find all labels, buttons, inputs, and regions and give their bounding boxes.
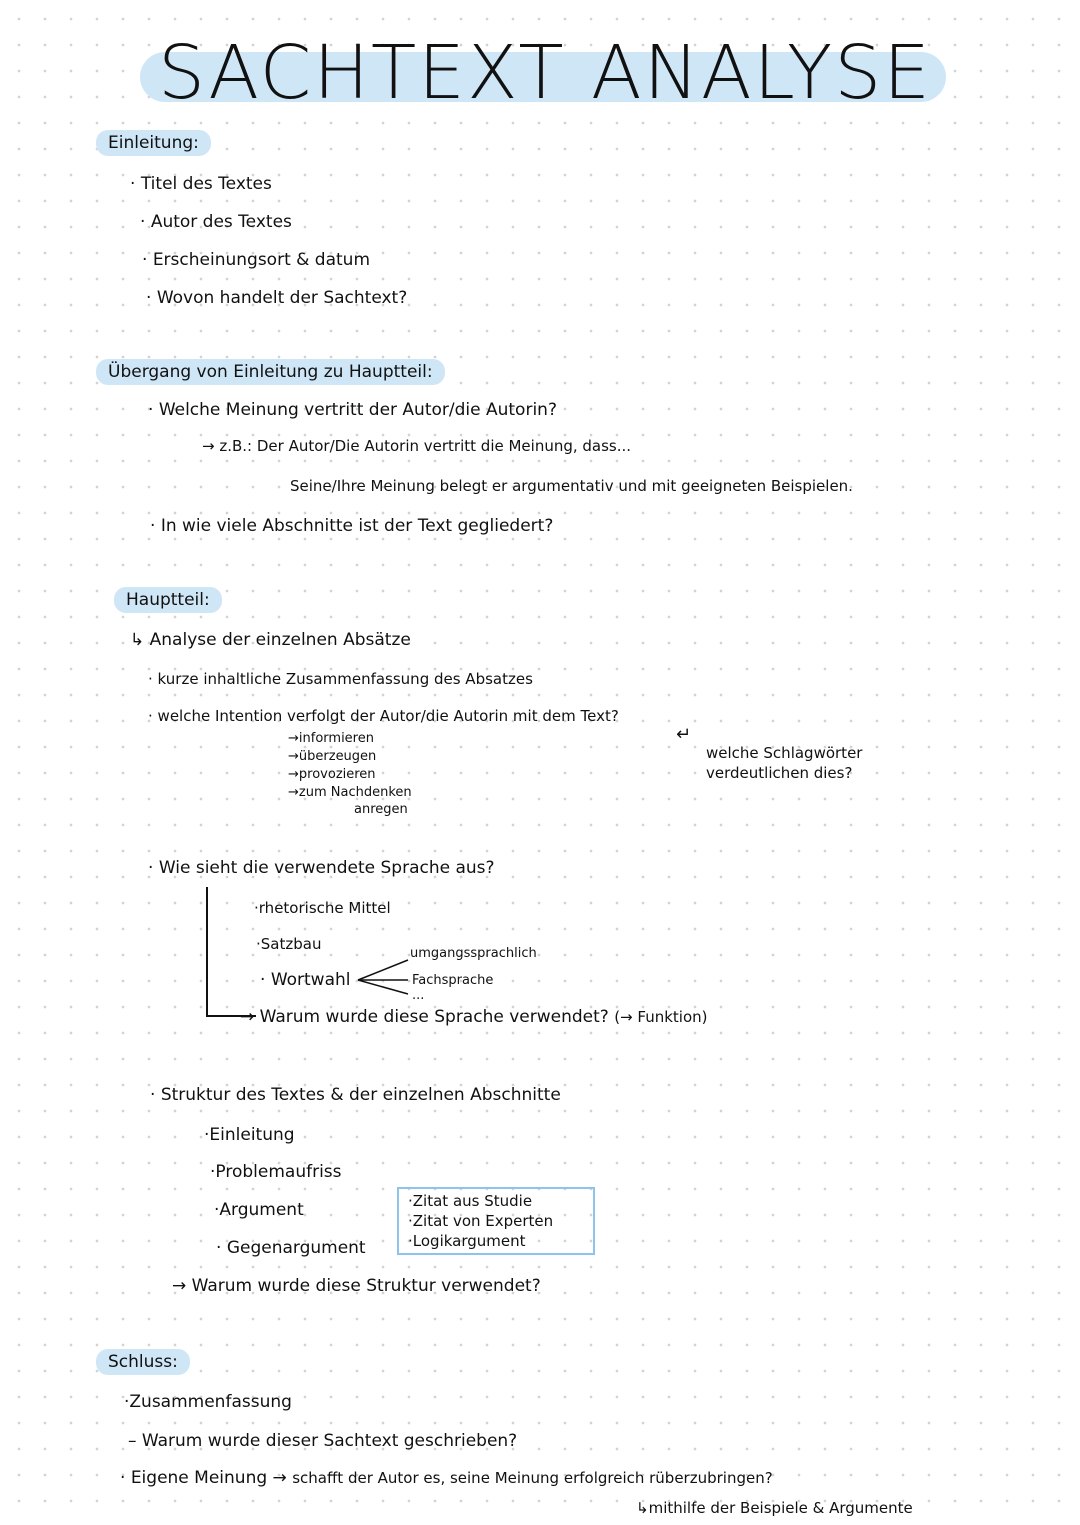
- hauptteil-heading: Hauptteil:: [114, 587, 222, 613]
- item-text: In wie viele Abschnitte ist der Text gegliedert?: [160, 516, 554, 536]
- warum-sprache: Warum wurde diese Sprache verwendet?: [259, 1007, 609, 1027]
- list-item: · welche Intention verfolgt der Autor/die Autorin mit dem Text?: [148, 707, 619, 725]
- ellipsis: ...: [412, 988, 425, 1003]
- section-schluss: [96, 1352, 190, 1372]
- umgangssprachlich: umgangssprachlich: [410, 946, 537, 961]
- example-text: z.B.: Der Autor/Die Autorin vertritt die Meinung, dass...: [219, 437, 632, 455]
- fachsprache: Fachsprache: [412, 973, 494, 988]
- item-text: Argument: [219, 1200, 304, 1220]
- meinung-cont: schafft der Autor es, seine Meinung erfolgreich rüberzubringen?: [292, 1469, 773, 1487]
- list-item: · Wortwahl: [260, 970, 351, 990]
- schlagwoerter-1: welche Schlagwörter: [706, 744, 863, 762]
- einleitung-heading: Einleitung:: [96, 130, 211, 156]
- analyse-text: Analyse der einzelnen Absätze: [149, 630, 411, 650]
- list-item: – Warum wurde dieser Sachtext geschrieben?: [128, 1431, 518, 1451]
- list-item: · Struktur des Textes & der einzelnen Abschnitte: [150, 1085, 561, 1105]
- item-text: kurze inhaltliche Zusammenfassung des Absatzes: [157, 670, 533, 688]
- intention-text: zum Nachdenken: [298, 785, 412, 800]
- return-arrow-icon: ↵: [676, 724, 692, 745]
- example-line: → z.B.: Der Autor/Die Autorin vertritt die Meinung, dass...: [202, 437, 632, 455]
- item-text: Eigene Meinung: [130, 1468, 268, 1488]
- list-item: ·rhetorische Mittel: [254, 899, 391, 917]
- warum-struktur-line: → Warum wurde diese Struktur verwendet?: [172, 1276, 541, 1296]
- item-text: Zitat aus Studie: [412, 1192, 533, 1210]
- item-text: Zusammenfassung: [129, 1392, 292, 1412]
- list-item: ·Problemaufriss: [210, 1162, 342, 1182]
- item-text: Struktur des Textes & der einzelnen Abschnitte: [160, 1085, 561, 1105]
- list-item: ·Zusammenfassung: [124, 1392, 292, 1412]
- list-item: · Wovon handelt der Sachtext?: [146, 288, 408, 308]
- list-item: · Gegenargument: [216, 1238, 366, 1258]
- section-uebergang: [96, 362, 445, 382]
- item-text: Einleitung: [209, 1125, 295, 1145]
- intention-text: informieren: [298, 731, 374, 746]
- item-text: Logikargument: [412, 1232, 526, 1250]
- section-hauptteil: [114, 590, 222, 610]
- mithilfe-line: ↳mithilfe der Beispiele & Argumente: [636, 1499, 913, 1517]
- warum-struktur: Warum wurde diese Struktur verwendet?: [191, 1276, 541, 1296]
- section-einleitung: [96, 133, 211, 153]
- item-text: Wovon handelt der Sachtext?: [156, 288, 408, 308]
- funktion: (→ Funktion): [614, 1008, 708, 1026]
- intention-text: überzeugen: [298, 749, 377, 764]
- intention-item: →provozieren: [288, 767, 376, 782]
- intention-cont: anregen: [354, 802, 408, 817]
- item-text: Satzbau: [260, 935, 322, 953]
- list-item: · kurze inhaltliche Zusammenfassung des Absatzes: [148, 670, 533, 688]
- item-text: Welche Meinung vertritt der Autor/die Autorin?: [158, 400, 557, 420]
- item-text: Warum wurde dieser Sachtext geschrieben?: [141, 1431, 518, 1451]
- schlagwoerter-2: verdeutlichen dies?: [706, 764, 853, 782]
- list-item: · In wie viele Abschnitte ist der Text gegliedert?: [150, 516, 554, 536]
- list-item: · Titel des Textes: [130, 174, 272, 194]
- list-item: · Wie sieht die verwendete Sprache aus?: [148, 858, 495, 878]
- analyse-line: ↳ Analyse der einzelnen Absätze: [130, 630, 411, 650]
- item-text: rhetorische Mittel: [258, 899, 391, 917]
- list-item: · Erscheinungsort & datum: [142, 250, 371, 270]
- intention-item: →überzeugen: [288, 749, 377, 764]
- item-text: Titel des Textes: [140, 174, 272, 194]
- intention-text: provozieren: [298, 767, 376, 782]
- item-text: welche Intention verfolgt der Autor/die Autorin mit dem Text?: [157, 707, 619, 725]
- box-item: ·Zitat aus Studie: [408, 1192, 533, 1210]
- page-title: SACHTEXT ANALYSE: [158, 30, 932, 116]
- list-item: ·Satzbau: [256, 935, 322, 953]
- item-text: Zitat von Experten: [412, 1212, 554, 1230]
- list-item: · Eigene Meinung → schafft der Autor es, seine Meinung erfolgreich rüberzubringen?: [120, 1468, 773, 1488]
- branch-lines: [356, 952, 412, 998]
- schluss-heading: Schluss:: [96, 1349, 190, 1375]
- item-text: Wortwahl: [270, 970, 351, 990]
- item-text: Wie sieht die verwendete Sprache aus?: [158, 858, 495, 878]
- bracket-line: [206, 887, 208, 1015]
- intention-item: →informieren: [288, 731, 374, 746]
- list-item: ·Einleitung: [204, 1125, 295, 1145]
- example-line-2: Seine/Ihre Meinung belegt er argumentativ und mit geeigneten Beispielen.: [290, 477, 853, 495]
- list-item: · Welche Meinung vertritt der Autor/die Autorin?: [148, 400, 557, 420]
- mithilfe-text: mithilfe der Beispiele & Argumente: [648, 1499, 913, 1517]
- uebergang-heading: Übergang von Einleitung zu Hauptteil:: [96, 359, 445, 385]
- item-text: Erscheinungsort & datum: [152, 250, 371, 270]
- item-text: Problemaufriss: [215, 1162, 342, 1182]
- warum-sprache-line: → Warum wurde diese Sprache verwendet? (→ Funktion): [240, 1007, 708, 1027]
- item-text: Gegenargument: [226, 1238, 366, 1258]
- list-item: · Autor des Textes: [140, 212, 292, 232]
- list-item: ·Argument: [214, 1200, 304, 1220]
- intention-item: →zum Nachdenken: [288, 785, 412, 800]
- box-item: ·Logikargument: [408, 1232, 526, 1250]
- item-text: Autor des Textes: [150, 212, 292, 232]
- box-item: ·Zitat von Experten: [408, 1212, 554, 1230]
